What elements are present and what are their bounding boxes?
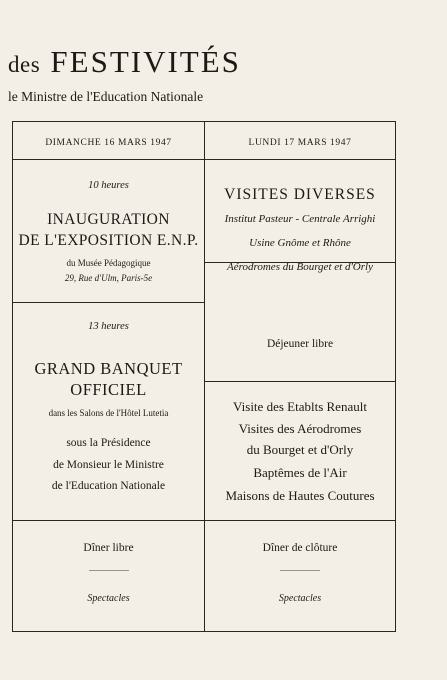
title-prefix: des: [8, 52, 41, 77]
right-block3-item-4: Baptêmes de l'Air: [253, 465, 347, 480]
left-block2-venue: dans les Salons de l'Hôtel Lutetia: [48, 408, 169, 418]
program-table: [12, 121, 396, 632]
right-block1-item-1: Institut Pasteur - Centrale Arrighi: [224, 213, 376, 225]
page-title: [8, 44, 438, 80]
left-block1-heading-1: INAUGURATION: [47, 211, 170, 228]
page-subtitle: le Ministre de l'Education Nationale: [8, 89, 204, 104]
right-separator-rule: [205, 570, 395, 571]
left-block2-heading-1: GRAND BANQUET: [34, 359, 183, 378]
left-block2-time: 13 heures: [88, 321, 129, 332]
left-block1-time: 10 heures: [88, 180, 129, 191]
left-presidence-3: de l'Education Nationale: [51, 480, 166, 492]
left-evening: Spectacles: [87, 593, 130, 604]
left-bottom-divider: [13, 520, 204, 521]
left-day-heading: DIMANCHE 16 MARS 1947: [45, 138, 172, 148]
left-row-divider: [13, 302, 204, 303]
right-block1-item-3: Aérodromes du Bourget et d'Orly: [227, 261, 373, 273]
right-day-underline: [205, 159, 395, 160]
right-lunch: Déjeuner libre: [266, 338, 334, 350]
right-bottom-divider: [205, 520, 395, 521]
left-block2-heading-2: OFFICIEL: [70, 380, 147, 399]
right-row-divider-2: [205, 381, 395, 382]
right-dinner: Dîner de clôture: [262, 542, 338, 554]
right-block3-item-1: Visite des Etablts Renault: [233, 399, 367, 414]
page-header: [8, 44, 438, 80]
right-block1-item-2: Usine Gnôme et Rhône: [249, 237, 351, 249]
right-block3-item-2: Visites des Aérodromes: [238, 421, 362, 436]
left-separator-rule: [13, 570, 204, 571]
left-day-underline: [13, 159, 204, 160]
left-presidence-2: de Monsieur le Ministre: [53, 459, 164, 471]
left-block1-heading-2: DE L'EXPOSITION E.N.P.: [18, 232, 199, 249]
right-evening: Spectacles: [278, 593, 322, 604]
left-block1-address: 29, Rue d'Ulm, Paris-5e: [64, 273, 153, 283]
right-block3-item-5: Maisons de Hautes Coutures: [225, 488, 375, 503]
left-presidence-1: sous la Présidence: [66, 437, 151, 449]
left-dinner: Dîner libre: [83, 542, 134, 554]
right-day-heading: LUNDI 17 MARS 1947: [248, 138, 352, 148]
right-block1-heading: VISITES DIVERSES: [224, 186, 376, 203]
left-block1-venue: du Musée Pédagogique: [66, 258, 151, 268]
right-block3-item-3: du Bourget et d'Orly: [246, 442, 354, 457]
title-main: FESTIVITÉS: [50, 44, 241, 79]
